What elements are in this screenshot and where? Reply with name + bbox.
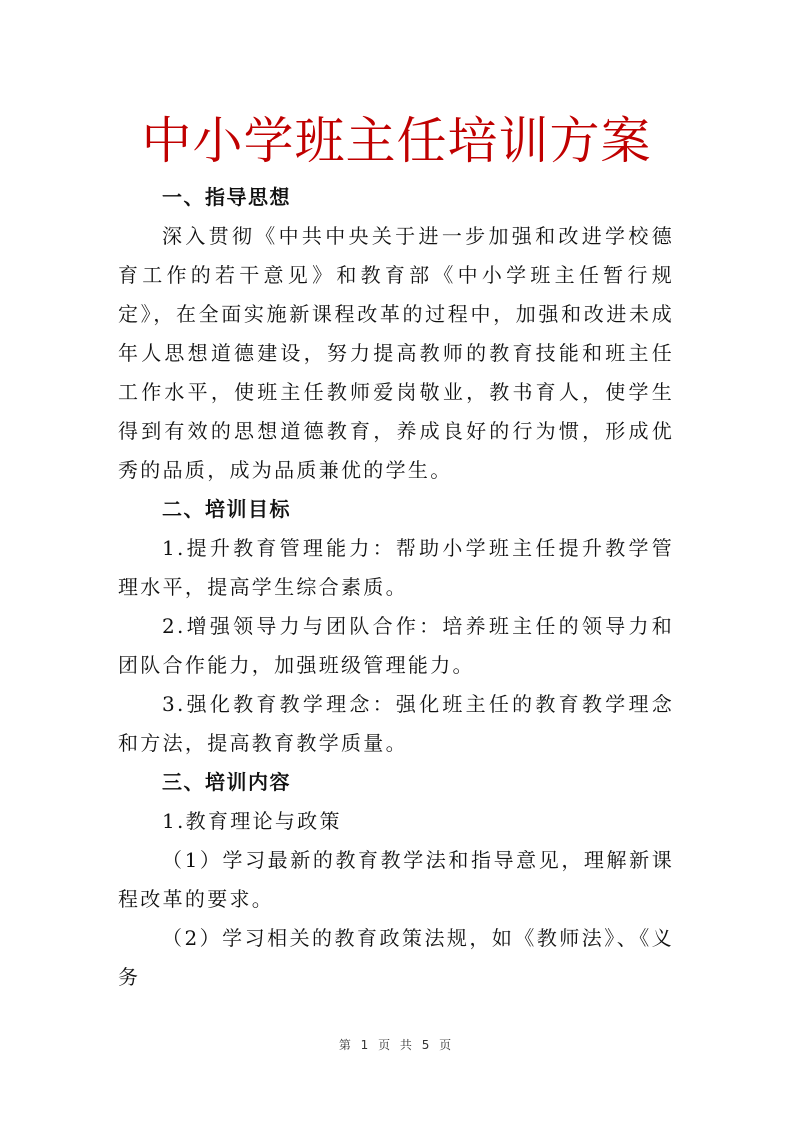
section-heading-guiding-ideology: 一、指导思想 <box>162 185 291 209</box>
training-content-item-1: （1）学习最新的教育教学法和指导意见，理解新课程改革的要求。 <box>118 848 674 911</box>
training-goal-3: 3.强化教育教学理念：强化班主任的教育教学理念和方法，提高教育教学质量。 <box>118 692 674 755</box>
guiding-ideology-paragraph: 深入贯彻《中共中央关于进一步加强和改进学校德育工作的若干意见》和教育部《中小学班主任暂行规定》，在全面实施新课程改革的过程中，加强和改进未成年人思想道德建设，努力提高教师的教育技能和班主任工作水平，使班主任教师爱岗敬业，教书育人，使学生得到有效的思想道德教育，养成良好的行为惯，形成优秀的品质，成为品质兼优的学生。 <box>118 224 674 482</box>
training-goal-1: 1.提升教育管理能力：帮助小学班主任提升教学管理水平，提高学生综合素质。 <box>118 536 674 599</box>
page-number-footer: 第 1 页 共 5 页 <box>338 1038 455 1052</box>
section-heading-training-content: 三、培训内容 <box>162 770 291 794</box>
training-content-item-2: （2）学习相关的教育政策法规，如《教师法》、《义务 <box>118 926 674 989</box>
document-body <box>118 178 674 997</box>
document-title: 中小学班主任培训方案 <box>141 112 652 170</box>
training-content-subheading: 1.教育理论与政策 <box>162 809 342 833</box>
section-heading-training-goals: 二、培训目标 <box>162 497 291 521</box>
training-goal-2: 2.增强领导力与团队合作：培养班主任的领导力和团队合作能力，加强班级管理能力。 <box>118 614 674 677</box>
